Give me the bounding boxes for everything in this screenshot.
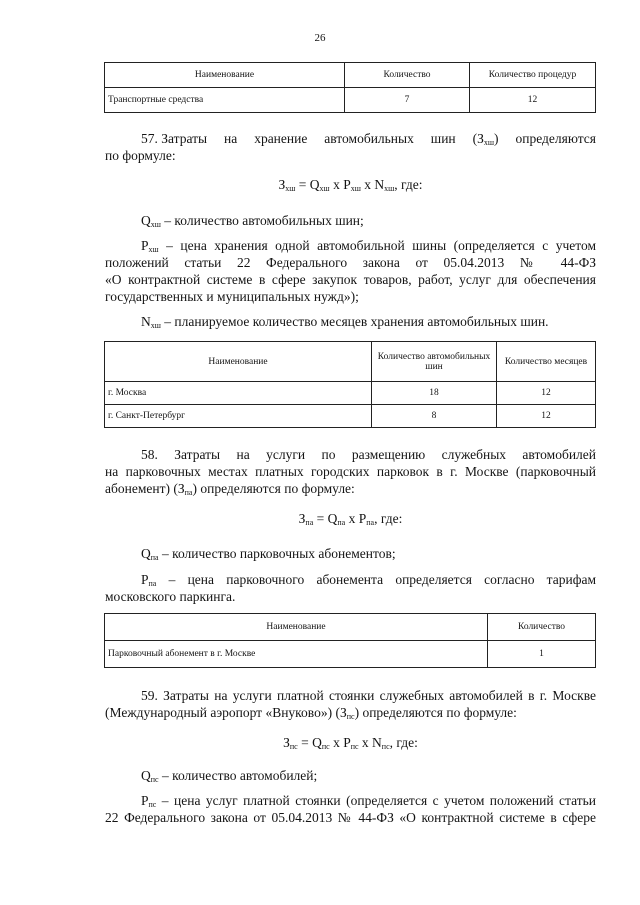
def-p-59: $P_{пс}$ – цена услуг платной стоянки (определяется с учетом положений статьи 22 Федерального закона от 05.04.2013 № 44-ФЗ «О контрактной системе в сфере [105,793,596,825]
table-cell: 8 [372,405,497,428]
table-cell: Парковочный абонемент в г. Москве [105,641,488,668]
formula-59: $З_{пс} = Q_{пс}$ х $P_{пс}$ х $N_{пс}$, где: [283,735,418,751]
table-cell: 12 [497,405,596,428]
table-cell: 18 [372,382,497,405]
table-row [105,88,596,113]
page-number: 26 [314,32,326,44]
table-row [105,641,596,668]
table-cell: 12 [470,88,596,113]
table-cell: г. Москва [105,382,372,405]
table-tires [104,341,596,428]
def-q-57: $Q_{хш}$ – количество автомобильных шин; [141,213,364,229]
table-cell: г. Санкт-Петербург [105,405,372,428]
def-q-58: $Q_{па}$ – количество парковочных абонементов; [141,546,396,562]
table-header: Количество месяцев [497,342,596,382]
table-row [105,382,596,405]
item58-intro: 58. Затраты на услуги по размещению служебных автомобилей на парковочных местах платных городских парковок в г. Москве (парковочный абонемент) $(З_{па})$ определяются по формуле: [105,447,596,497]
table-row [105,405,596,428]
def-p-58: $P_{па}$ – цена парковочного абонемента определяется согласно тарифам московского паркинга. [105,572,596,604]
def-n-57: $N_{хш}$ – планируемое количество месяцев хранения автомобильных шин. [141,314,549,330]
table-header: Наименование [105,342,372,382]
table-cell: 1 [488,641,596,668]
formula-57: $З_{хш} = Q_{хш}$ х $P_{хш}$ х $N_{хш}$, где: [278,177,423,193]
table-header: Наименование [105,63,345,88]
def-p-57: $P_{хш}$ – цена хранения одной автомобильной шины (определяется с учетом положений статьи 22 Федерального закона от 05.04.2013 № 44-ФЗ «О контрактной системе в сфере закупок товаров, работ, услуг для обеспечения государственных и муниципальных нужд»); [105,238,596,304]
table-header: Количество [345,63,470,88]
formula-58: $З_{па} = Q_{па}$ х $P_{па}$, где: [298,511,403,527]
table-vehicles [104,62,596,113]
table-cell: Транспортные средства [105,88,345,113]
table-cell: 12 [497,382,596,405]
table-cell: 7 [345,88,470,113]
table-parking [104,613,596,668]
item59-intro: 59. Затраты на услуги платной стоянки служебных автомобилей в г. Москве (Международный аэропорт «Внуково») $(З_{пс})$ определяются по формуле: [105,688,596,721]
table-header: Количество [488,614,596,641]
def-q-59: $Q_{пс}$ – количество автомобилей; [141,768,318,784]
item57-intro: 57. Затраты на хранение автомобильных шин $(З_{хш})$ определяются по формуле: [105,131,596,163]
table-header: Количество процедур [470,63,596,88]
table-header: Наименование [105,614,488,641]
table-header: Количество автомобильных шин [372,342,497,382]
